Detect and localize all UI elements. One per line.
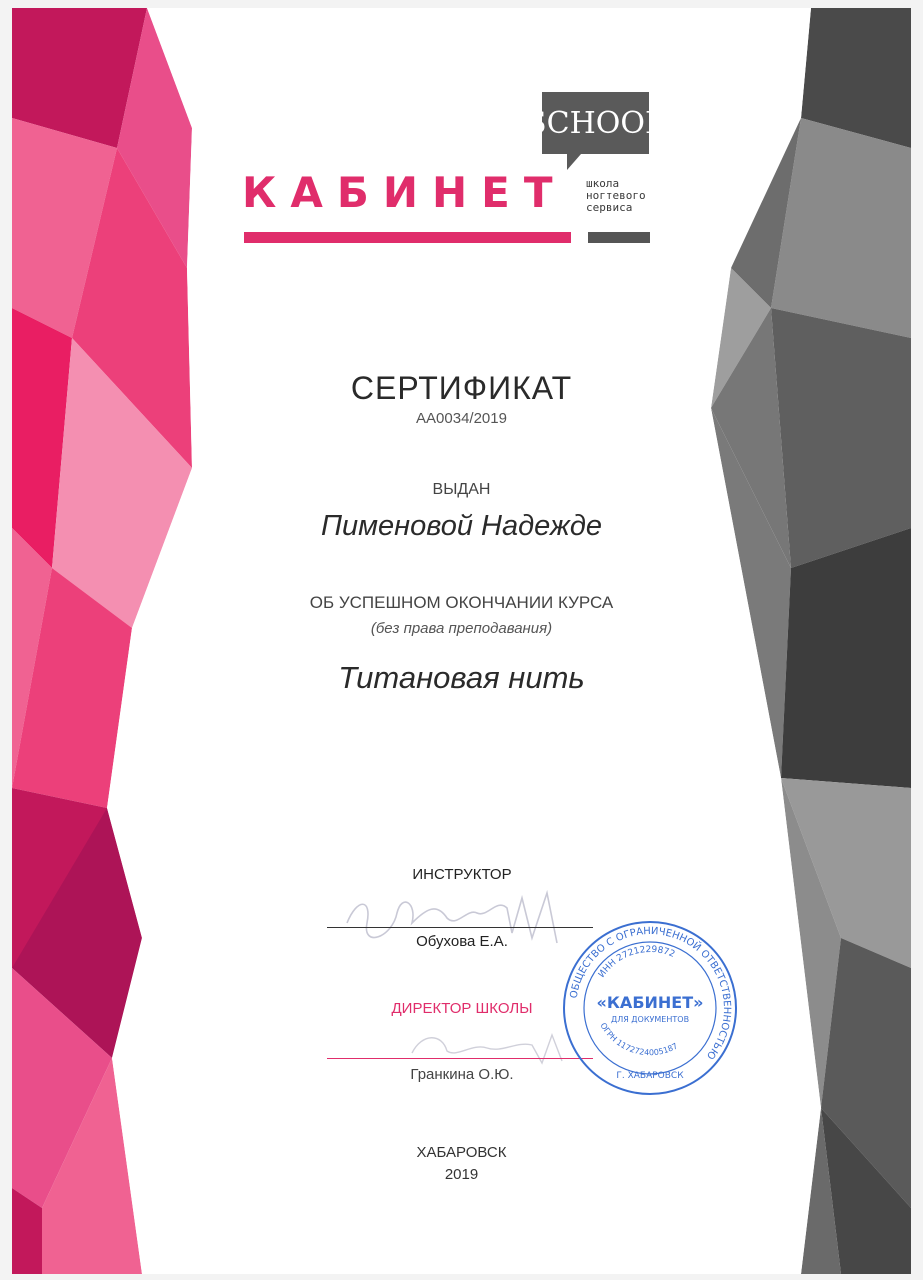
- instructor-name: Обухова Е.А.: [416, 933, 508, 950]
- logo-tagline-line: сервиса: [586, 201, 633, 214]
- logo-underline-grey: [588, 232, 650, 243]
- logo-speech-tail: [567, 154, 581, 170]
- director-name: Гранкина О.Ю.: [410, 1066, 514, 1083]
- stamp-purpose: ДЛЯ ДОКУМЕНТОВ: [610, 1015, 690, 1024]
- certificate-title: СЕРТИФИКАТ: [350, 370, 573, 406]
- logo-underline-pink: [244, 232, 571, 243]
- director-signature: [402, 1023, 582, 1068]
- stamp-inn-path: ИНН 2721229872: [596, 944, 677, 980]
- footer-year: 2019: [444, 1166, 479, 1183]
- issued-label: ВЫДАН: [432, 481, 491, 498]
- footer-city: ХАБАРОВСК: [416, 1144, 507, 1161]
- certificate-number: АА0034/2019: [416, 410, 507, 427]
- logo-tagline-line: школа: [586, 177, 620, 190]
- stamp-outer-path: ОБЩЕСТВО С ОГРАНИЧЕННОЙ ОТВЕТСТВЕННОСТЬЮ: [568, 925, 733, 1062]
- stamp-ogrn-path: ОГРН 1172724005187: [598, 1021, 680, 1058]
- stamp-inn: [597, 945, 676, 980]
- certificate-sheet: [12, 8, 911, 1274]
- stamp-city: Г. ХАБАРОВСК: [616, 1071, 684, 1081]
- logo-school-box: SCHOOL: [542, 92, 649, 154]
- logo-wordmark: КАБИНЕТ: [242, 168, 567, 217]
- course-name: Титановая нить: [338, 660, 585, 695]
- director-label: ДИРЕКТОР ШКОЛЫ: [391, 1000, 533, 1017]
- instructor-signature-line: [327, 927, 593, 928]
- stamp-ogrn: [598, 1021, 679, 1057]
- logo-tagline-line: ногтевого: [586, 189, 646, 202]
- course-prefix: ОБ УСПЕШНОМ ОКОНЧАНИИ КУРСА: [309, 593, 614, 612]
- school-logo: [12, 8, 911, 268]
- company-stamp: [560, 918, 740, 1098]
- stamp-name: «КАБИНЕТ»: [596, 993, 704, 1012]
- logo-tagline: [586, 178, 696, 214]
- director-signature-line: [327, 1058, 593, 1059]
- course-note: (без права преподавания): [370, 620, 553, 637]
- instructor-label: ИНСТРУКТОР: [412, 866, 512, 883]
- recipient-name: Пименовой Надежде: [320, 510, 603, 542]
